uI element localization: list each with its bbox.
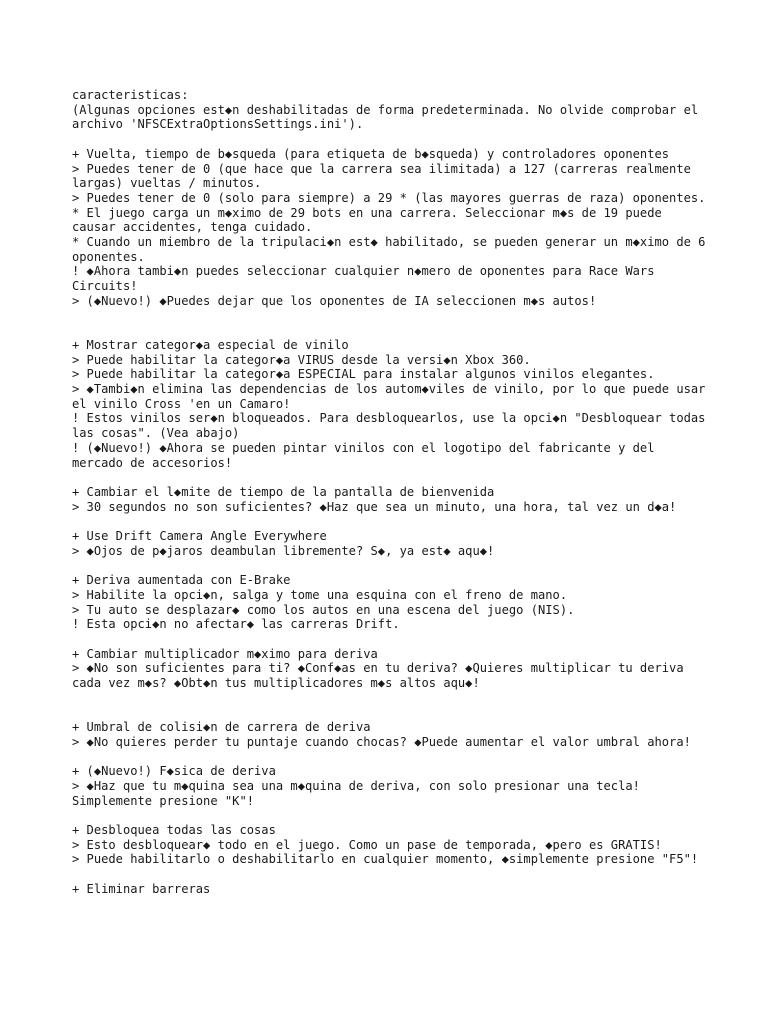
- spacer: [72, 514, 712, 529]
- section-line: ! (◆Nuevo!) ◆Ahora se pueden pintar vinilos con el logotipo del fabricante y del mercado de accesorios!: [72, 440, 662, 470]
- section-heading: + Use Drift Camera Angle Everywhere: [72, 529, 327, 544]
- section-line: > Habilite la opci◆n, salga y tome una esquina con el freno de mano.: [72, 587, 568, 602]
- section-line: * Cuando un miembro de la tripulaci◆n est◆ habilitado, se pueden generar un m◆ximo de 6 oponentes.: [72, 235, 713, 264]
- multiplier-section: [72, 647, 712, 691]
- section-heading: + (◆Nuevo!) F◆sica de deriva: [72, 764, 276, 779]
- section-heading: + Umbral de colisi◆n de carrera de deriva: [72, 720, 371, 735]
- section-line: > (◆Nuevo!) ◆Puedes dejar que los oponentes de IA seleccionen m◆s autos!: [72, 293, 597, 308]
- section-heading: + Desbloquea todas las cosas: [72, 823, 276, 838]
- section-heading: + Cambiar multiplicador m◆ximo para deriva: [72, 646, 378, 661]
- section-line: > Puedes tener de 0 (solo para siempre) a 29 * (las mayores guerras de raza) oponentes.: [72, 190, 706, 205]
- section-heading: + Mostrar categor◆a especial de vinilo: [72, 337, 349, 352]
- section-heading: + Cambiar el l◆mite de tiempo de la pantalla de bienvenida: [72, 484, 495, 499]
- spacer: [72, 132, 712, 147]
- section-line: > ◆Haz que tu m◆quina sea una m◆quina de deriva, con solo presionar una tecla! Simplemente presione "K"!: [72, 778, 648, 808]
- section-line: > Esto desbloquear◆ todo en el juego. Como un pase de temporada, ◆pero es GRATIS!: [72, 837, 662, 852]
- spacer: [72, 808, 712, 823]
- spacer: [72, 309, 712, 338]
- section-line: ! ◆Ahora tambi◆n puedes seleccionar cualquier n◆mero de oponentes para Race Wars Circuits!: [72, 264, 662, 294]
- splash-section: [72, 485, 712, 514]
- drift-physics-section: [72, 764, 712, 808]
- section-line: > Puedes tener de 0 (que hace que la carrera sea ilimitada) a 127 (carreras realmente largas) vueltas / minutos.: [72, 161, 699, 191]
- section-line: > 30 segundos no son suficientes? ◆Haz que sea un minuto, una hora, tal vez un d◆a!: [72, 499, 677, 514]
- section-heading: + Eliminar barreras: [72, 881, 211, 896]
- document-page: [72, 88, 712, 897]
- section-line: > ◆Ojos de p◆jaros deambulan libremente? S◆, ya est◆ aqu◆!: [72, 543, 495, 558]
- section-line: > Tu auto se desplazar◆ como los autos en una escena del juego (NIS).: [72, 602, 575, 617]
- ebrake-section: [72, 573, 712, 632]
- barriers-section: [72, 882, 712, 897]
- spacer: [72, 750, 712, 765]
- section-line: > ◆No quieres perder tu puntaje cuando chocas? ◆Puede aumentar el valor umbral ahora!: [72, 734, 691, 749]
- vinyl-section: [72, 338, 712, 470]
- section-line: ! Esta opci◆n no afectar◆ las carreras Drift.: [72, 617, 400, 632]
- drift-camera-section: [72, 529, 712, 558]
- section-heading: + Deriva aumentada con E-Brake: [72, 573, 291, 588]
- section-line: > Puede habilitar la categor◆a ESPECIAL para instalar algunos vinilos elegantes.: [72, 367, 655, 382]
- section-line: > ◆No son suficientes para ti? ◆Conf◆as en tu deriva? ◆Quieres multiplicar tu deriva cada vez m◆s? ◆Obt◆n tus multiplicadores m◆s altos aqu◆!: [72, 661, 691, 691]
- section-heading: + Vuelta, tiempo de b◆squeda (para etiqueta de b◆squeda) y controladores oponentes: [72, 146, 670, 161]
- spacer: [72, 867, 712, 882]
- laps-section: [72, 147, 712, 309]
- section-line: ! Estos vinilos ser◆n bloqueados. Para desbloquearlos, use la opci◆n "Desbloquear todas las cosas". (Vea abajo): [72, 411, 713, 441]
- crash-threshold-section: [72, 720, 712, 749]
- intro-line: (Algunas opciones est◆n deshabilitadas de forma predeterminada. No olvide comprobar el archivo 'NFSCExtraOptionsSettings.ini').: [72, 102, 706, 132]
- intro-paragraph: [72, 88, 712, 132]
- spacer: [72, 558, 712, 573]
- section-line: * El juego carga un m◆ximo de 29 bots en una carrera. Seleccionar m◆s de 19 puede causar accidentes, tenga cuidado.: [72, 205, 670, 235]
- intro-line: caracteristicas:: [72, 88, 189, 102]
- spacer: [72, 632, 712, 647]
- section-line: > ◆Tambi◆n elimina las dependencias de los autom◆viles de vinilo, por lo que puede usar el vinilo Cross 'en un Camaro!: [72, 382, 713, 411]
- unlock-section: [72, 823, 712, 867]
- section-line: > Puede habilitarlo o deshabilitarlo en cualquier momento, ◆simplemente presione "F5"!: [72, 852, 699, 867]
- spacer: [72, 470, 712, 485]
- spacer: [72, 691, 712, 720]
- section-line: > Puede habilitar la categor◆a VIRUS desde la versi◆n Xbox 360.: [72, 352, 531, 367]
